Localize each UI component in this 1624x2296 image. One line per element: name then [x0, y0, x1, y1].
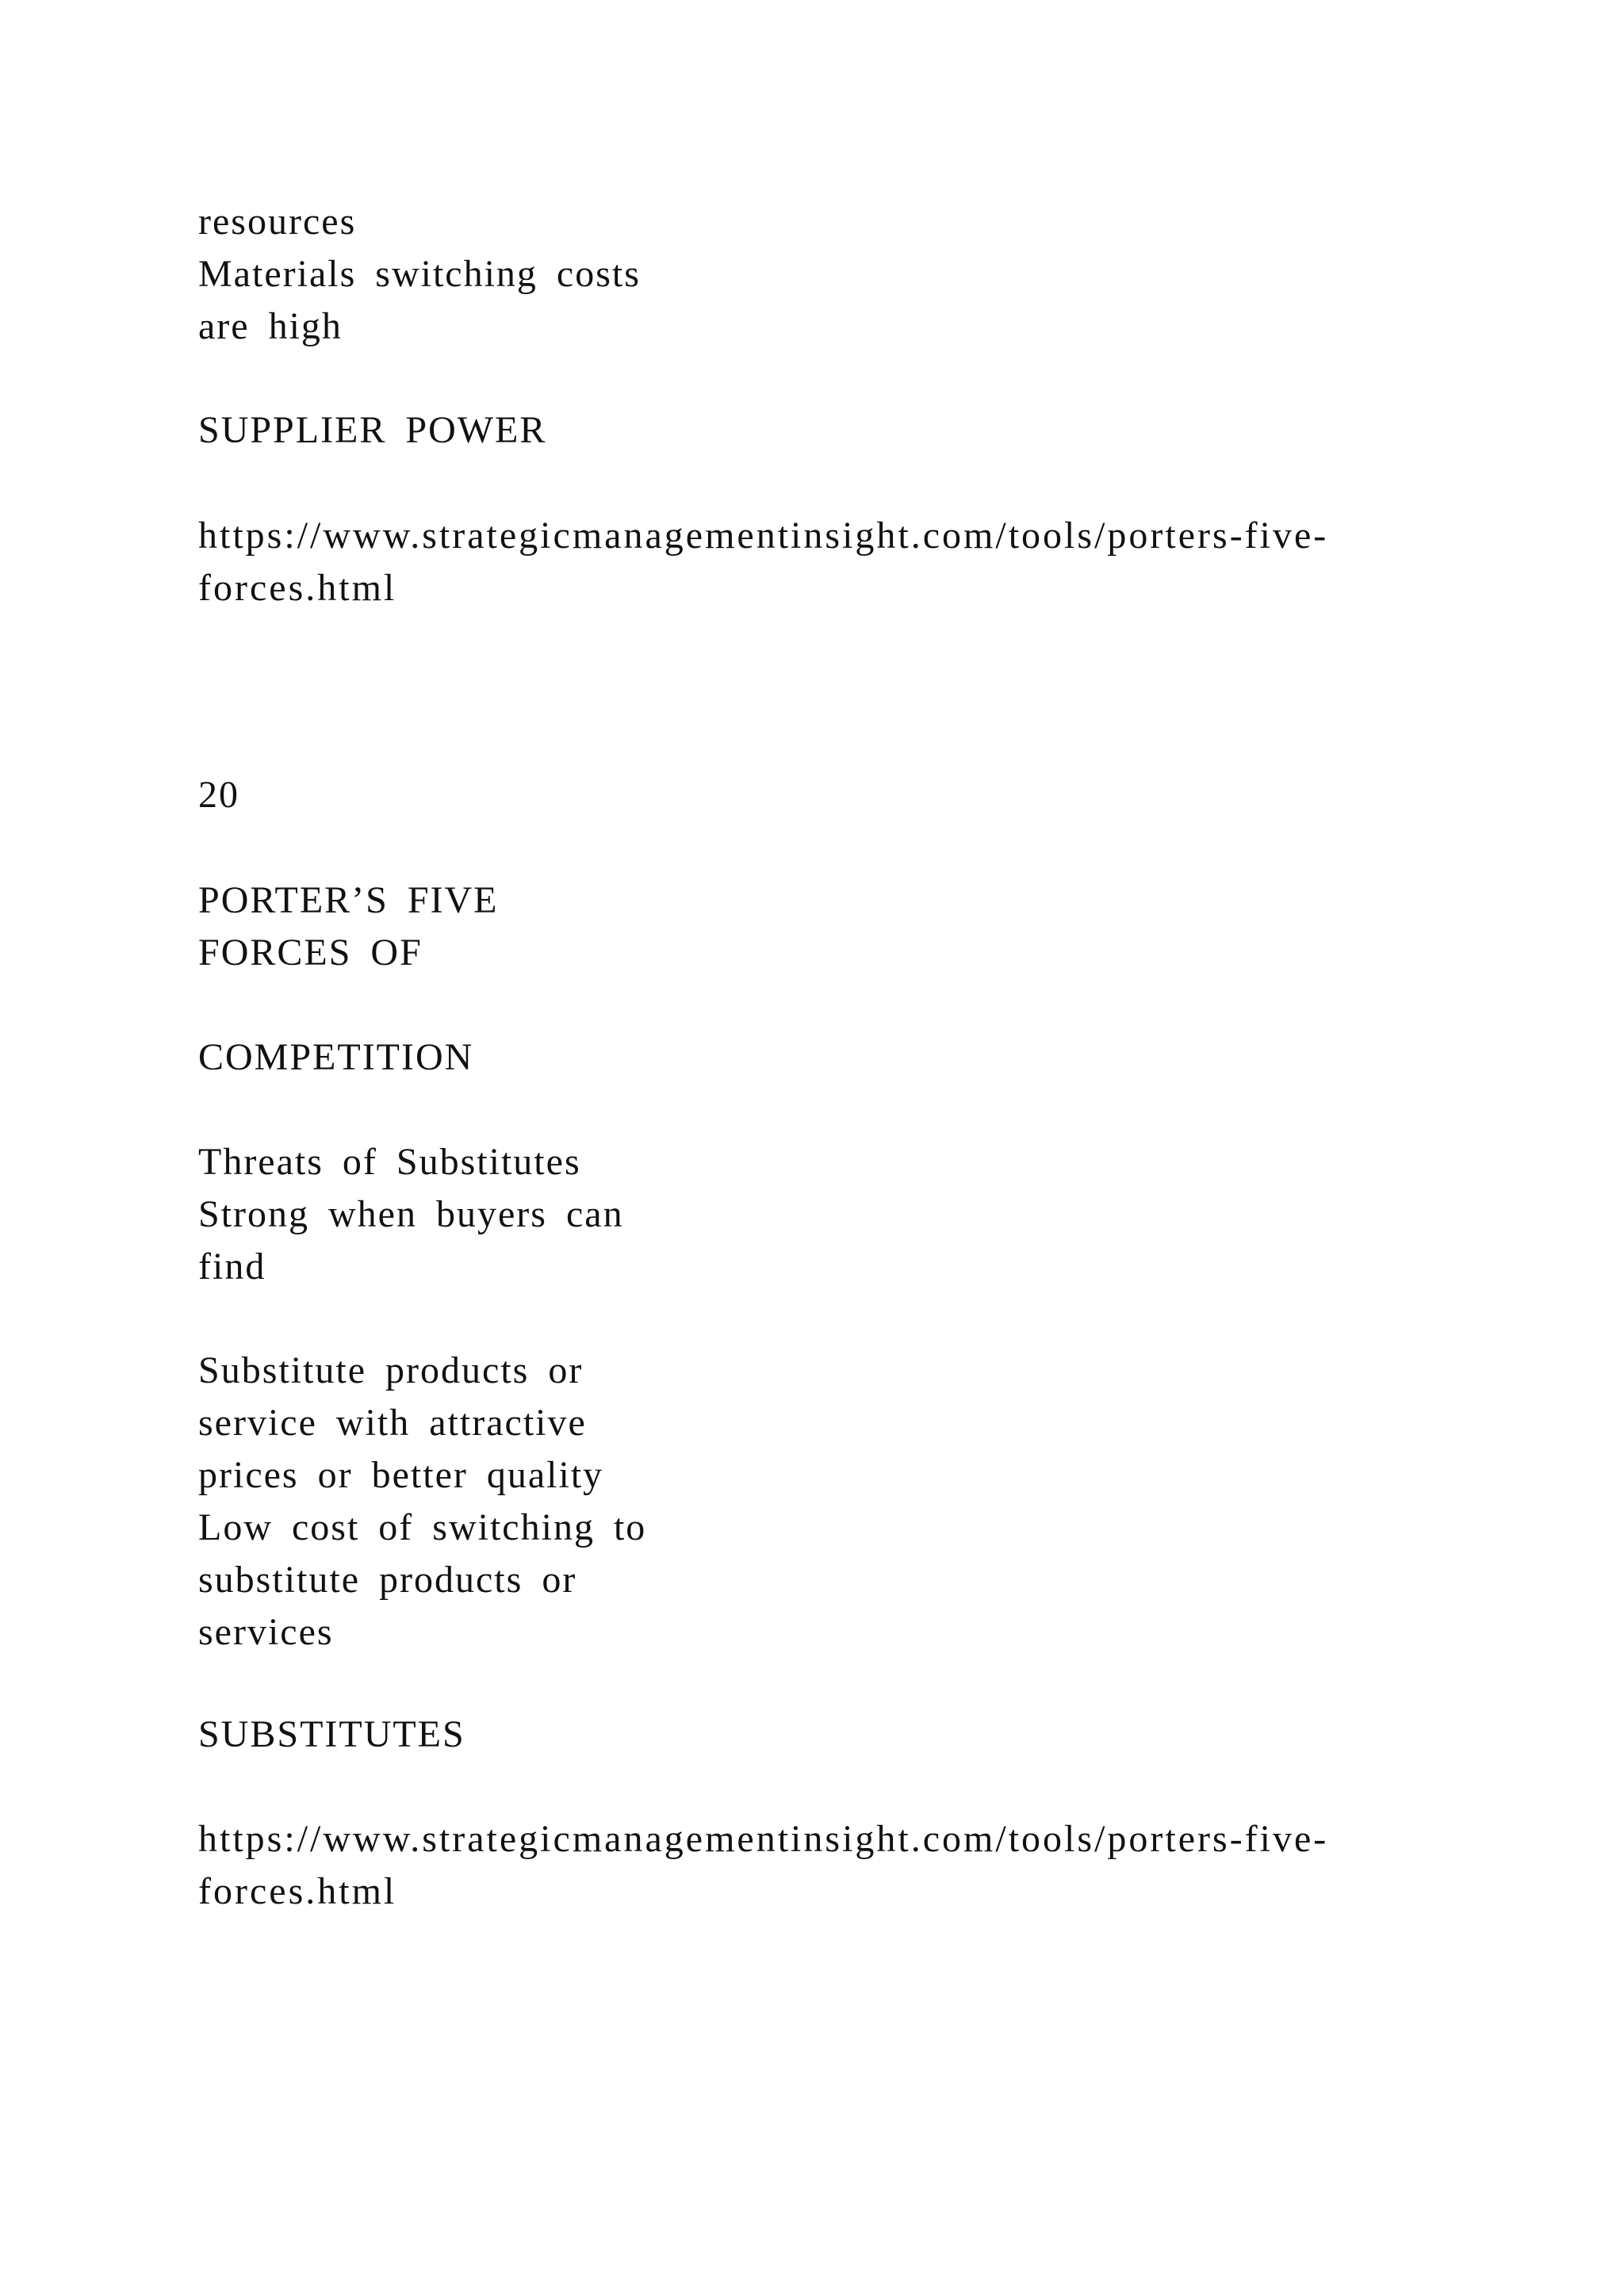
text-line: Threats of Substitutes — [198, 1141, 581, 1183]
threats-text — [198, 1136, 624, 1293]
text-line: find — [198, 1246, 266, 1288]
text-line: Low cost of switching to — [198, 1506, 647, 1548]
url-line: forces.html — [198, 567, 397, 609]
text-line: services — [198, 1611, 334, 1653]
title-line: FORCES OF — [198, 932, 423, 974]
substitutes-heading: SUBSTITUTES — [198, 1713, 465, 1755]
supplier-power-heading: SUPPLIER POWER — [198, 409, 547, 451]
url-line: forces.html — [198, 1870, 397, 1912]
text-line: service with attractive — [198, 1402, 587, 1444]
url-line: https://www.strategicmanagementinsight.com/tools/porters-five- — [198, 515, 1329, 557]
slide-title — [198, 874, 499, 979]
page-number: 20 — [198, 774, 239, 816]
text-line: are high — [198, 305, 343, 347]
text-line: prices or better quality — [198, 1454, 604, 1496]
substitute-conditions-text — [198, 1345, 646, 1659]
substitutes-source-url — [198, 1813, 1328, 1918]
supplier-source-url — [198, 510, 1328, 614]
url-line: https://www.strategicmanagementinsight.com/tools/porters-five- — [198, 1818, 1329, 1860]
slide-title-competition: COMPETITION — [198, 1036, 474, 1078]
text-line: Materials switching costs — [198, 253, 641, 295]
text-line: Strong when buyers can — [198, 1193, 624, 1235]
title-line: PORTER’S FIVE — [198, 879, 499, 921]
text-line: resources — [198, 201, 357, 243]
supplier-continuation-text — [198, 196, 641, 353]
text-line: substitute products or — [198, 1559, 577, 1601]
text-line: Substitute products or — [198, 1349, 584, 1391]
